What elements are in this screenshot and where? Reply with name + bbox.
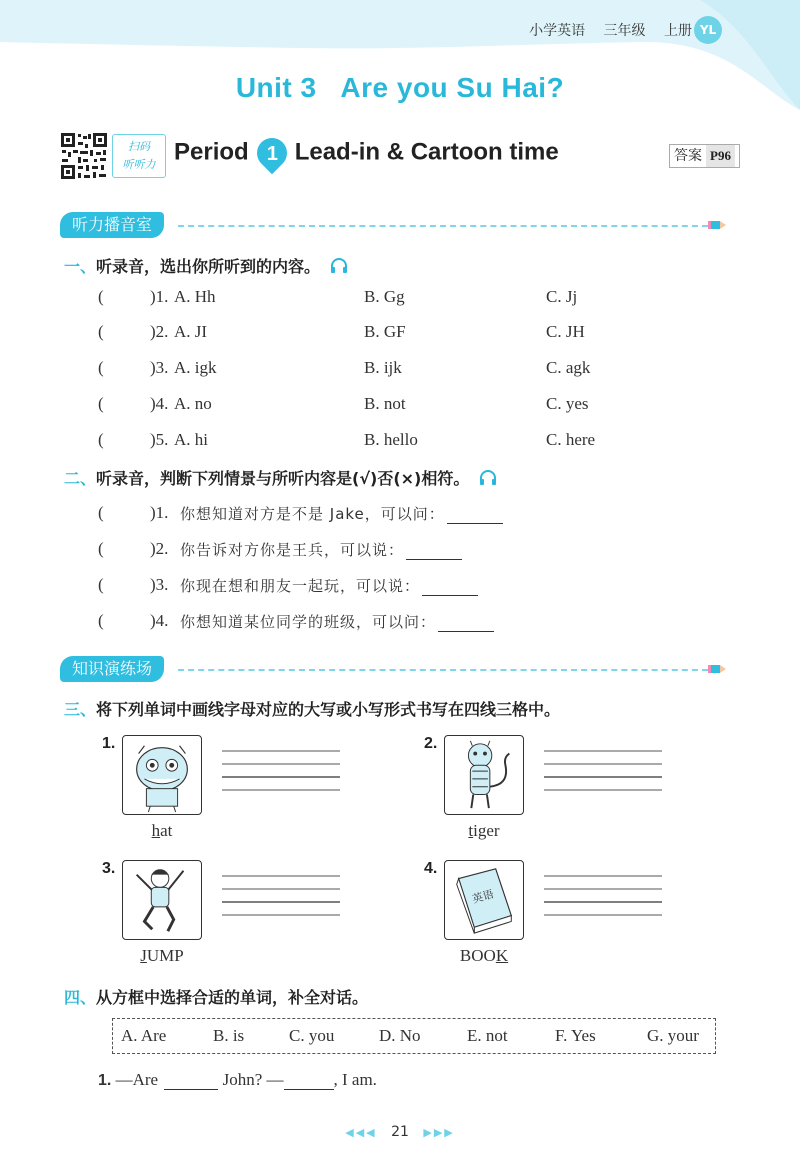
- answer-blank[interactable]: [406, 544, 462, 560]
- left-arrows-icon: ◀◀◀: [345, 1126, 377, 1139]
- question-4-number: 四、: [64, 988, 97, 1007]
- section-divider: [178, 669, 708, 671]
- publisher-badge: YL: [694, 16, 722, 44]
- unit-title: Unit 3 Are you Su Hai?: [235, 72, 565, 103]
- word-option: F. Yes: [555, 1026, 596, 1045]
- question-3-text: 将下列单词中画线字母对应的大写或小写形式书写在四线三格中。: [96, 700, 561, 719]
- item-number: 1.: [102, 735, 116, 752]
- dialog-part-3: , I am.: [333, 1070, 377, 1089]
- word-suffix: UMP: [146, 946, 184, 965]
- question-number: )2.: [150, 322, 169, 341]
- mc-question-row: [98, 287, 718, 311]
- mc-question-row: [98, 394, 718, 418]
- tf-question-row: [98, 539, 718, 563]
- question-number: )3.: [150, 575, 169, 594]
- target-word: [444, 946, 524, 966]
- tf-question-row: [98, 575, 718, 599]
- word-option: E. not: [467, 1026, 508, 1045]
- writing-item: [102, 860, 362, 970]
- tf-question-row: [98, 503, 718, 527]
- word-prefix: BOO: [459, 946, 496, 965]
- pencil-icon: [708, 663, 726, 675]
- answer-paren-open[interactable]: (: [98, 430, 104, 449]
- volume-label: 上册: [664, 23, 692, 39]
- answer-paren-open[interactable]: (: [98, 539, 104, 558]
- question-number: )4.: [150, 394, 169, 413]
- period-title: [174, 138, 559, 168]
- page-footer: [0, 1124, 800, 1140]
- scan-label-line1: 扫码: [128, 140, 150, 153]
- headphone-icon[interactable]: [330, 258, 348, 274]
- writing-item: [102, 735, 362, 845]
- underlined-letter: K: [495, 946, 509, 965]
- word-bank: [112, 1018, 716, 1054]
- right-arrows-icon: ▶▶▶: [423, 1126, 455, 1139]
- option-a: A. Hh: [174, 287, 216, 306]
- scan-to-listen-label: [112, 134, 166, 178]
- option-c: C. agk: [546, 358, 591, 377]
- book-cover-label: 英语: [470, 887, 496, 906]
- answer-paren-open[interactable]: (: [98, 503, 104, 522]
- target-word: [122, 821, 202, 841]
- question-2-text: 听录音，判断下列情景与所听内容是(√)否(×)相符。: [96, 469, 470, 488]
- option-b: B. not: [364, 394, 406, 413]
- four-line-grid[interactable]: [544, 874, 662, 918]
- section-practice: [60, 656, 726, 684]
- dialog-blank-2[interactable]: [284, 1074, 334, 1090]
- period-number-badge: [250, 132, 292, 174]
- scan-label-line2: 听听力: [122, 158, 156, 171]
- question-text: 你告诉对方你是王兵，可以说：: [180, 541, 405, 559]
- option-c: C. JH: [546, 322, 585, 341]
- underlined-letter: J: [140, 946, 147, 965]
- four-line-grid[interactable]: [222, 749, 340, 793]
- question-number: )5.: [150, 430, 169, 449]
- answer-paren-open[interactable]: (: [98, 358, 104, 377]
- item-number: 2.: [424, 735, 438, 752]
- word-suffix: at: [160, 821, 173, 840]
- period-subtitle: Lead-in & Cartoon time: [294, 138, 559, 166]
- question-1-text: 听录音，选出你所听到的内容。: [96, 257, 321, 276]
- subject-label: 小学英语: [529, 23, 586, 39]
- option-b: B. ijk: [364, 358, 402, 377]
- underlined-letter: h: [151, 821, 161, 840]
- option-c: C. yes: [546, 394, 589, 413]
- question-number: )2.: [150, 539, 169, 558]
- book-info: [515, 20, 692, 40]
- option-a: A. hi: [174, 430, 208, 449]
- question-1-heading: [64, 254, 348, 277]
- dialog-part-1: —Are: [115, 1070, 159, 1089]
- word-option: C. you: [289, 1026, 335, 1045]
- jumping-girl-picture: [122, 860, 202, 940]
- section-listening: [60, 212, 726, 240]
- answer-blank[interactable]: [422, 580, 478, 596]
- dialog-part-2: John? —: [222, 1070, 284, 1089]
- answer-paren-open[interactable]: (: [98, 575, 104, 594]
- tf-question-row: [98, 611, 718, 635]
- option-b: B. Gg: [364, 287, 405, 306]
- four-line-grid[interactable]: [222, 874, 340, 918]
- word-option: G. your: [647, 1026, 699, 1045]
- writing-item: [424, 860, 684, 970]
- option-a: A. igk: [174, 358, 217, 377]
- question-text: 你想知道某位同学的班级，可以问：: [180, 613, 437, 631]
- option-c: C. here: [546, 430, 596, 449]
- mc-question-row: [98, 430, 718, 454]
- question-number: )4.: [150, 611, 169, 630]
- word-suffix: iger: [473, 821, 500, 840]
- mc-question-row: [98, 322, 718, 346]
- section-divider: [178, 225, 708, 227]
- item-number: 4.: [424, 860, 438, 877]
- grade-label: 三年级: [603, 23, 646, 39]
- question-4-heading: [64, 985, 368, 1008]
- dialog-blank-1[interactable]: [164, 1074, 218, 1090]
- underlined-letter: t: [468, 821, 474, 840]
- section-listening-label: 听力播音室: [60, 212, 164, 238]
- section-practice-label: 知识演练场: [60, 656, 164, 682]
- period-header: [60, 130, 740, 186]
- word-option: B. is: [213, 1026, 245, 1045]
- qr-code-icon[interactable]: [60, 132, 108, 180]
- dialog-line: [98, 1070, 377, 1090]
- word-option: A. Are: [121, 1026, 167, 1045]
- question-4-text: 从方框中选择合适的单词，补全对话。: [96, 988, 369, 1007]
- period-number: 1: [266, 142, 278, 165]
- target-word: [122, 946, 202, 966]
- tiger-picture: [444, 735, 524, 815]
- period-label: Period: [174, 138, 249, 166]
- question-3-number: 三、: [64, 700, 97, 719]
- option-c: C. Jj: [546, 287, 578, 306]
- answer-blank[interactable]: [438, 616, 494, 632]
- question-2-number: 二、: [64, 469, 97, 488]
- item-number: 3.: [102, 860, 116, 877]
- answer-page: P96: [706, 145, 735, 167]
- four-line-grid[interactable]: [544, 749, 662, 793]
- question-text: 你想知道对方是不是 Jake，可以问：: [180, 505, 445, 523]
- dialog-number: 1.: [98, 1072, 112, 1089]
- pencil-icon: [708, 219, 726, 231]
- option-a: A. no: [174, 394, 212, 413]
- question-2-heading: [64, 466, 497, 489]
- answer-reference: [669, 144, 740, 168]
- target-word: [444, 821, 524, 841]
- option-a: A. JI: [174, 322, 208, 341]
- book-picture: [444, 860, 524, 940]
- mc-question-row: [98, 358, 718, 382]
- answer-paren-open[interactable]: (: [98, 287, 104, 306]
- lion-dance-hat-picture: [122, 735, 202, 815]
- headphone-icon[interactable]: [479, 470, 497, 486]
- question-1-number: 一、: [64, 257, 97, 276]
- question-3-heading: [64, 697, 560, 720]
- option-b: B. GF: [364, 322, 406, 341]
- answer-label: 答案: [674, 148, 703, 164]
- question-number: )1.: [150, 503, 169, 522]
- answer-paren-open[interactable]: (: [98, 322, 104, 341]
- answer-paren-open[interactable]: (: [98, 611, 104, 630]
- page-number: 21: [391, 1124, 409, 1140]
- writing-item: [424, 735, 684, 845]
- word-option: D. No: [379, 1026, 421, 1045]
- answer-paren-open[interactable]: (: [98, 394, 104, 413]
- question-text: 你现在想和朋友一起玩，可以说：: [180, 577, 421, 595]
- question-number: )1.: [150, 287, 169, 306]
- answer-blank[interactable]: [447, 508, 503, 524]
- option-b: B. hello: [364, 430, 418, 449]
- question-number: )3.: [150, 358, 169, 377]
